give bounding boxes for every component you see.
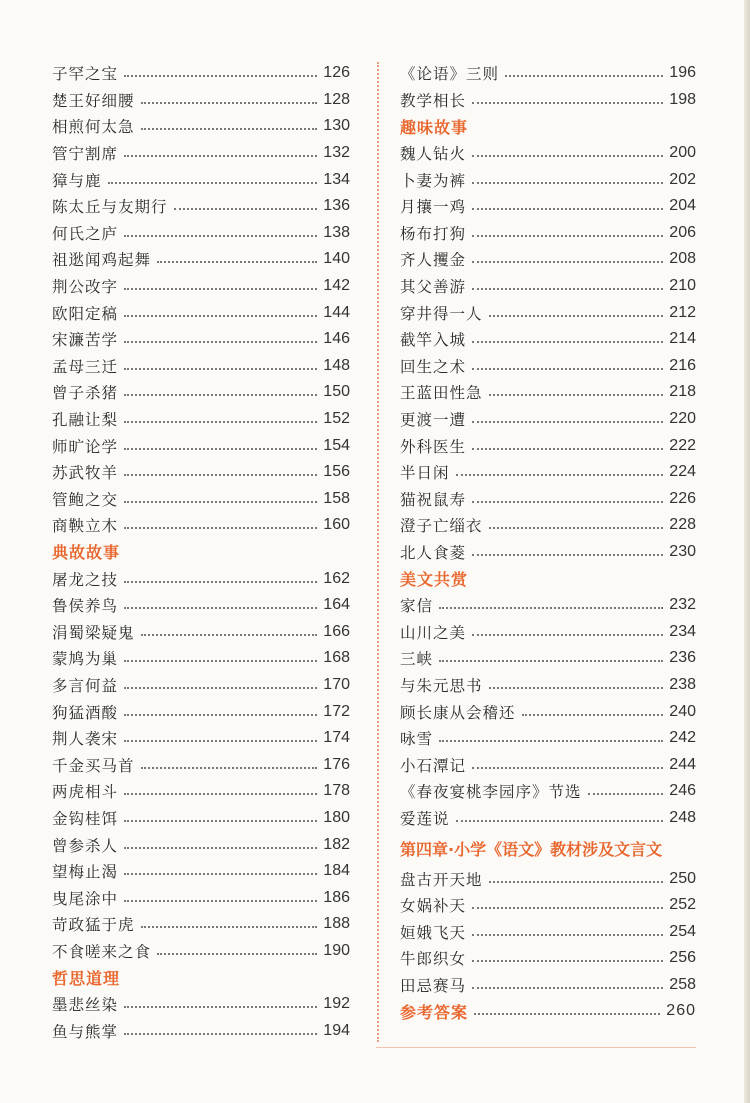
- toc-entry-title: 屠龙之技: [52, 570, 119, 589]
- dot-leader: [489, 315, 664, 317]
- toc-entry-title: 姮娥飞天: [400, 923, 467, 942]
- toc-page-number: 178: [323, 782, 350, 800]
- toc-entry[interactable]: [52, 565, 350, 592]
- dot-leader: [124, 235, 317, 237]
- toc-page-number: 216: [669, 356, 696, 374]
- dot-leader: [174, 208, 318, 210]
- dot-leader: [124, 75, 317, 77]
- toc-page-number: 248: [669, 808, 696, 826]
- toc-page-number: 238: [669, 675, 696, 693]
- toc-page-number: 128: [323, 90, 350, 108]
- dot-leader: [124, 793, 317, 795]
- toc-page-number: 212: [669, 303, 696, 321]
- dot-leader: [124, 315, 317, 317]
- dot-leader: [474, 1013, 660, 1015]
- dot-leader: [141, 102, 318, 104]
- toc-entry-title: 宋濂苦学: [52, 331, 119, 350]
- dot-leader: [439, 660, 663, 662]
- toc-page-number: 192: [323, 995, 350, 1013]
- toc-entry-title: 与朱元思书: [400, 676, 483, 695]
- toc-entry-title: 蒙鸠为巢: [52, 650, 119, 669]
- toc-entry[interactable]: [400, 166, 696, 193]
- toc-entry-title: 顾长康从会稽还: [400, 703, 516, 722]
- dot-leader: [472, 102, 663, 104]
- toc-entry[interactable]: [52, 672, 350, 699]
- toc-entry-title: 苏武牧羊: [52, 464, 119, 483]
- toc-page-number: 204: [669, 197, 696, 215]
- toc-page-number: 180: [323, 808, 350, 826]
- toc-page-number: 246: [669, 782, 696, 800]
- toc-entry[interactable]: [52, 140, 350, 167]
- dot-leader: [472, 155, 663, 157]
- toc-entry[interactable]: [52, 831, 350, 858]
- dot-leader: [489, 394, 664, 396]
- page-edge: [744, 0, 750, 1103]
- toc-entry-title: 《论语》三则: [400, 65, 500, 84]
- toc-entry[interactable]: [400, 918, 696, 945]
- dot-leader: [124, 527, 317, 529]
- toc-entry[interactable]: [400, 459, 696, 486]
- toc-entry[interactable]: [52, 938, 350, 965]
- dot-leader: [472, 182, 663, 184]
- toc-entry-title: 荆公改字: [52, 278, 119, 297]
- toc-page-number: 138: [323, 223, 350, 241]
- toc-entry-title: 陈太丘与友期行: [52, 198, 168, 217]
- toc-entry[interactable]: [52, 60, 350, 87]
- toc-entry-title: 北人食菱: [400, 543, 467, 562]
- toc-page-number: 220: [669, 410, 696, 428]
- toc-entry[interactable]: [400, 618, 696, 645]
- toc-entry[interactable]: [400, 751, 696, 778]
- dot-leader: [472, 554, 663, 556]
- toc-entry-title: 相煎何太急: [52, 118, 135, 137]
- dot-leader: [472, 235, 663, 237]
- toc-entry[interactable]: [400, 805, 696, 832]
- dot-leader: [124, 607, 317, 609]
- dot-leader: [472, 288, 663, 290]
- toc-page-number: 150: [323, 383, 350, 401]
- toc-page-number: 206: [669, 223, 696, 241]
- toc-entry-title: 杨布打狗: [400, 224, 467, 243]
- toc-page-number: 132: [323, 144, 350, 162]
- dot-leader: [124, 581, 317, 583]
- toc-page-number: 156: [323, 463, 350, 481]
- toc-left-column: [52, 60, 350, 1044]
- toc-entry[interactable]: [52, 379, 350, 406]
- toc-page-number: 144: [323, 303, 350, 321]
- dot-leader: [472, 767, 663, 769]
- toc-entry-title: 墨悲丝染: [52, 996, 119, 1015]
- dot-leader: [456, 820, 664, 822]
- dot-leader: [124, 740, 317, 742]
- toc-entry[interactable]: [400, 645, 696, 672]
- toc-page-number: 170: [323, 675, 350, 693]
- dot-leader: [124, 421, 317, 423]
- toc-entry[interactable]: [52, 273, 350, 300]
- toc-page-number: 232: [669, 596, 696, 614]
- toc-page-number: 182: [323, 835, 350, 853]
- toc-page-number: 222: [669, 436, 696, 454]
- toc-entry[interactable]: [52, 486, 350, 513]
- toc-entry-title: 《春夜宴桃李园序》节选: [400, 783, 582, 802]
- dot-leader: [472, 907, 663, 909]
- toc-entry[interactable]: [400, 512, 696, 539]
- dot-leader: [124, 1006, 317, 1008]
- toc-page-number: 250: [669, 869, 696, 887]
- dot-leader: [439, 740, 663, 742]
- toc-page-number: 258: [669, 975, 696, 993]
- toc-entry-title: 魏人钻火: [400, 145, 467, 164]
- toc-entry[interactable]: [400, 725, 696, 752]
- toc-entry-title: 小石潭记: [400, 756, 467, 775]
- toc-page-number: 256: [669, 949, 696, 967]
- toc-entry-title: 猫祝鼠寿: [400, 490, 467, 509]
- toc-entry-title: 孔融让梨: [52, 411, 119, 430]
- toc-page-number: 230: [669, 542, 696, 560]
- toc-entry-title: 田忌赛马: [400, 976, 467, 995]
- dot-leader: [124, 501, 317, 503]
- toc-page-number: 210: [669, 277, 696, 295]
- toc-entry[interactable]: [400, 273, 696, 300]
- toc-entry[interactable]: [400, 60, 696, 87]
- dot-leader: [124, 288, 317, 290]
- toc-entry-title: 祖逖闻鸡起舞: [52, 251, 152, 270]
- toc-entry-title: 欧阳定稿: [52, 304, 119, 323]
- dot-leader: [472, 341, 663, 343]
- toc-page-number: 152: [323, 410, 350, 428]
- toc-page-number: 234: [669, 622, 696, 640]
- dot-leader: [141, 767, 318, 769]
- toc-entry-title: 王蓝田性急: [400, 384, 483, 403]
- toc-entry[interactable]: [52, 1017, 350, 1044]
- toc-entry[interactable]: [52, 512, 350, 539]
- toc-page-number: 148: [323, 356, 350, 374]
- toc-entry[interactable]: [400, 406, 696, 433]
- toc-entry[interactable]: [52, 193, 350, 220]
- dot-leader: [472, 421, 663, 423]
- toc-entry[interactable]: [52, 858, 350, 885]
- toc-entry[interactable]: [52, 220, 350, 247]
- dot-leader: [124, 368, 317, 370]
- toc-page-number: 240: [669, 702, 696, 720]
- toc-entry-title: 外科医生: [400, 437, 467, 456]
- toc-page-number: 164: [323, 596, 350, 614]
- dot-leader: [124, 448, 317, 450]
- toc-entry-title: 曳尾涂中: [52, 889, 119, 908]
- toc-section-heading: 典故故事: [52, 543, 121, 563]
- toc-entry-title: 金钩桂饵: [52, 809, 119, 828]
- toc-page-number: 224: [669, 463, 696, 481]
- dot-leader: [522, 714, 664, 716]
- toc-page-number: 176: [323, 755, 350, 773]
- toc-right-column: [400, 60, 696, 1025]
- toc-entry[interactable]: [400, 432, 696, 459]
- dot-leader: [141, 634, 318, 636]
- toc-entry[interactable]: [52, 991, 350, 1018]
- toc-entry[interactable]: [400, 193, 696, 220]
- toc-page-number: 184: [323, 862, 350, 880]
- toc-page-number: 200: [669, 144, 696, 162]
- toc-entry[interactable]: [52, 406, 350, 433]
- toc-entry[interactable]: [52, 698, 350, 725]
- toc-entry-title: 盘古开天地: [400, 870, 483, 889]
- toc-section-heading: 趣味故事: [400, 117, 469, 137]
- toc-page-number: 126: [323, 64, 350, 82]
- toc-entry-title: 鱼与熊掌: [52, 1022, 119, 1041]
- toc-entry[interactable]: [400, 220, 696, 247]
- toc-entry[interactable]: [400, 246, 696, 273]
- toc-entry-title: 三峡: [400, 650, 434, 669]
- toc-entry-title: 何氏之庐: [52, 224, 119, 243]
- toc-entry-title: 楚王好细腰: [52, 91, 135, 110]
- toc-entry-title: 穿井得一人: [400, 304, 483, 323]
- toc-entry[interactable]: [52, 432, 350, 459]
- toc-entry[interactable]: [400, 140, 696, 167]
- toc-entry-title: 卜妻为裤: [400, 171, 467, 190]
- toc-entry[interactable]: [52, 725, 350, 752]
- toc-entry[interactable]: [400, 945, 696, 972]
- toc-entry[interactable]: [52, 353, 350, 380]
- dot-leader: [472, 261, 663, 263]
- toc-entry-title: 苛政猛于虎: [52, 916, 135, 935]
- toc-entry-title: 狗猛酒酸: [52, 703, 119, 722]
- toc-entry[interactable]: [400, 87, 696, 114]
- toc-page-number: 244: [669, 755, 696, 773]
- toc-entry[interactable]: [52, 751, 350, 778]
- toc-entry[interactable]: [52, 618, 350, 645]
- toc-entry-title: 千金买马首: [52, 756, 135, 775]
- toc-entry-title: 两虎相斗: [52, 783, 119, 802]
- section-title: 参考答案: [400, 1002, 469, 1022]
- toc-entry-title: 家信: [400, 597, 434, 616]
- dot-leader: [489, 687, 664, 689]
- dot-leader: [588, 793, 664, 795]
- toc-entry-title: 回生之术: [400, 357, 467, 376]
- column-divider: [377, 62, 379, 1042]
- dot-leader: [472, 960, 663, 962]
- toc-entry[interactable]: [52, 87, 350, 114]
- dot-leader: [108, 182, 318, 184]
- toc-entry-title: 爱莲说: [400, 809, 450, 828]
- toc-section-heading: 哲思道理: [52, 968, 121, 988]
- toc-entry[interactable]: [52, 459, 350, 486]
- toc-entry-title: 半日闲: [400, 464, 450, 483]
- toc-entry[interactable]: [52, 911, 350, 938]
- toc-page-number: 168: [323, 649, 350, 667]
- dot-leader: [124, 900, 317, 902]
- toc-entry[interactable]: [52, 166, 350, 193]
- toc-entry-title: 孟母三迁: [52, 357, 119, 376]
- toc-entry-title: 牛郎织女: [400, 950, 467, 969]
- dot-leader: [472, 934, 663, 936]
- toc-entry-title: 曾参杀人: [52, 836, 119, 855]
- toc-page-number: 160: [323, 516, 350, 534]
- toc-entry[interactable]: [52, 592, 350, 619]
- toc-entry-title: 多言何益: [52, 676, 119, 695]
- toc-page-number: 242: [669, 729, 696, 747]
- toc-entry[interactable]: [400, 778, 696, 805]
- toc-entry[interactable]: [400, 486, 696, 513]
- toc-page-number: 236: [669, 649, 696, 667]
- dot-leader: [124, 820, 317, 822]
- dot-leader: [489, 527, 664, 529]
- toc-page-number: 140: [323, 250, 350, 268]
- toc-entry[interactable]: [400, 892, 696, 919]
- toc-entry-title: 管宁割席: [52, 145, 119, 164]
- toc-page-number: 188: [323, 915, 350, 933]
- toc-section-heading: 美文共赏: [400, 570, 469, 590]
- toc-entry-title: 鲁侯养鸟: [52, 597, 119, 616]
- toc-entry-title: 女娲补天: [400, 897, 467, 916]
- toc-page-number: 154: [323, 436, 350, 454]
- toc-entry-title: 教学相长: [400, 91, 467, 110]
- dot-leader: [472, 448, 663, 450]
- toc-entry-title: 师旷论学: [52, 437, 119, 456]
- toc-entry-title: 荆人袭宋: [52, 730, 119, 749]
- toc-page-number: 208: [669, 250, 696, 268]
- toc-page-number: 228: [669, 516, 696, 534]
- dot-leader: [472, 987, 663, 989]
- toc-page-number: 202: [669, 170, 696, 188]
- dot-leader: [439, 607, 663, 609]
- toc-page-number: 226: [669, 489, 696, 507]
- dot-leader: [505, 75, 663, 77]
- toc-page-number: 146: [323, 330, 350, 348]
- toc-page-number: 174: [323, 729, 350, 747]
- toc-page-number: 130: [323, 117, 350, 135]
- toc-entry[interactable]: [52, 645, 350, 672]
- toc-entry[interactable]: [400, 326, 696, 353]
- toc-page-number: 190: [323, 941, 350, 959]
- toc-entry[interactable]: [400, 698, 696, 725]
- dot-leader: [124, 394, 317, 396]
- toc-chapter-heading: 第四章·小学《语文》教材涉及文言文: [400, 839, 663, 859]
- toc-page-number: 252: [669, 896, 696, 914]
- dot-leader: [472, 368, 663, 370]
- toc-entry-title: 望梅止渴: [52, 863, 119, 882]
- toc-entry-title: 商鞅立木: [52, 517, 119, 536]
- toc-entry-title: 曾子杀猪: [52, 384, 119, 403]
- dot-leader: [472, 501, 663, 503]
- dot-leader: [124, 714, 317, 716]
- toc-entry-title: 子罕之宝: [52, 65, 119, 84]
- toc-entry[interactable]: [52, 805, 350, 832]
- toc-entry-title: 管鲍之交: [52, 490, 119, 509]
- dot-leader: [141, 926, 318, 928]
- toc-page-number: 214: [669, 330, 696, 348]
- toc-entry[interactable]: [400, 539, 696, 566]
- toc-entry-title: 涓蜀梁疑鬼: [52, 623, 135, 642]
- dot-leader: [141, 128, 318, 130]
- toc-page-number: 136: [323, 197, 350, 215]
- toc-entry-title: 月攘一鸡: [400, 198, 467, 217]
- toc-entry-title: 齐人攫金: [400, 251, 467, 270]
- toc-entry[interactable]: [400, 672, 696, 699]
- toc-page-number: 142: [323, 277, 350, 295]
- dot-leader: [489, 881, 664, 883]
- toc-page-number: 162: [323, 569, 350, 587]
- toc-entry-title: 咏雪: [400, 730, 434, 749]
- toc-page-number: 198: [669, 90, 696, 108]
- dot-leader: [157, 953, 317, 955]
- toc-entry-title: 澄子亡缁衣: [400, 517, 483, 536]
- dot-leader: [157, 261, 317, 263]
- dot-leader: [472, 634, 663, 636]
- dot-leader: [124, 687, 317, 689]
- dot-leader: [124, 155, 317, 157]
- toc-entry-title: 不食嗟来之食: [52, 942, 152, 961]
- toc-entry-title: 截竿入城: [400, 331, 467, 350]
- toc-page-number: 196: [669, 64, 696, 82]
- toc-entry[interactable]: [400, 353, 696, 380]
- toc-entry-title: 山川之美: [400, 623, 467, 642]
- toc-page-number: 218: [669, 383, 696, 401]
- toc-entry[interactable]: [400, 299, 696, 326]
- bottom-rule: [376, 1047, 696, 1048]
- dot-leader: [124, 1033, 317, 1035]
- toc-page-number: 260: [666, 1002, 696, 1020]
- dot-leader: [124, 847, 317, 849]
- toc-page-number: 134: [323, 170, 350, 188]
- toc-section-heading[interactable]: [400, 998, 696, 1025]
- toc-entry-title: 其父善游: [400, 278, 467, 297]
- toc-entry-title: 獐与鹿: [52, 171, 102, 190]
- dot-leader: [456, 474, 664, 476]
- toc-entry[interactable]: [400, 865, 696, 892]
- toc-entry[interactable]: [52, 326, 350, 353]
- toc-entry[interactable]: [400, 379, 696, 406]
- toc-page-number: 158: [323, 489, 350, 507]
- toc-entry[interactable]: [52, 246, 350, 273]
- dot-leader: [124, 873, 317, 875]
- dot-leader: [124, 474, 317, 476]
- toc-entry[interactable]: [400, 592, 696, 619]
- toc-entry[interactable]: [52, 113, 350, 140]
- toc-entry-title: 更渡一遭: [400, 411, 467, 430]
- toc-page-number: 172: [323, 702, 350, 720]
- toc-entry[interactable]: [52, 778, 350, 805]
- toc-entry[interactable]: [52, 299, 350, 326]
- toc-page-number: 194: [323, 1021, 350, 1039]
- toc-page-number: 186: [323, 888, 350, 906]
- dot-leader: [472, 208, 663, 210]
- toc-entry[interactable]: [400, 972, 696, 999]
- dot-leader: [124, 341, 317, 343]
- dot-leader: [124, 660, 317, 662]
- toc-page-number: 166: [323, 622, 350, 640]
- toc-entry[interactable]: [52, 884, 350, 911]
- toc-page-number: 254: [669, 922, 696, 940]
